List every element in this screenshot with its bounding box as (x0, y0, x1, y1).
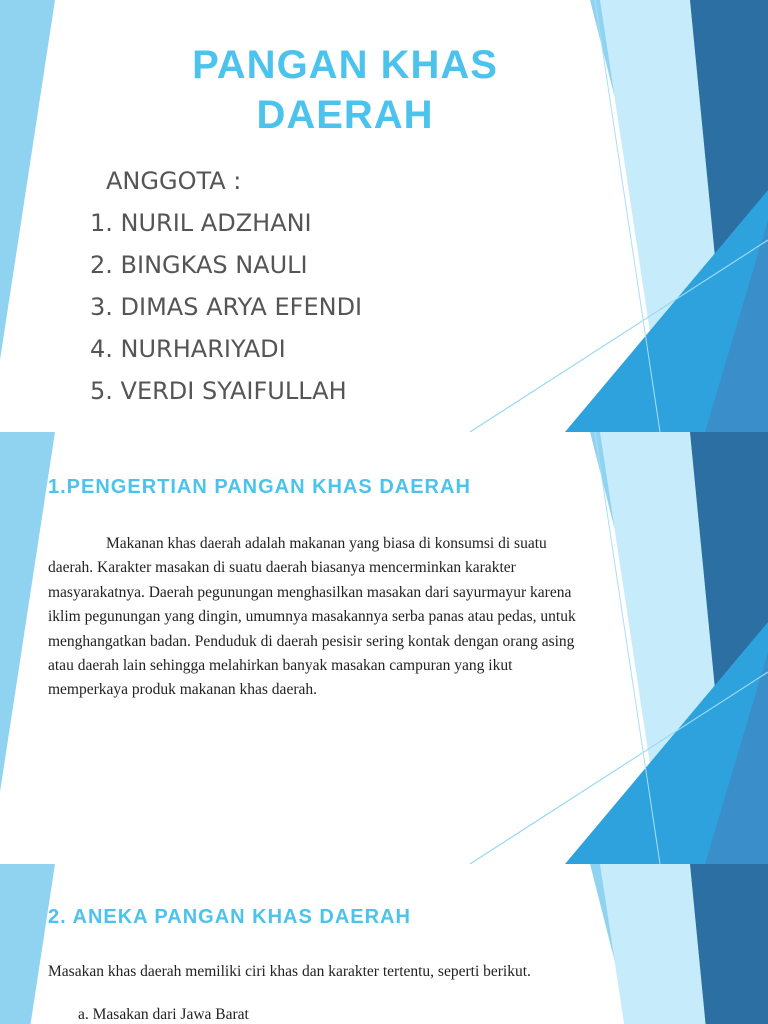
definition-paragraph (48, 532, 588, 703)
slide-definition (0, 432, 768, 864)
variety-item: a. Masakan dari Jawa Barat (78, 1006, 249, 1023)
slide-title (0, 0, 768, 432)
members-list (90, 160, 362, 412)
member-item: 4. NURHARIYADI (90, 335, 286, 363)
slide-title-heading (0, 40, 690, 140)
slide-varieties (0, 864, 768, 1024)
member-item: 5. VERDI SYAIFULLAH (90, 377, 347, 405)
title-line-1: PANGAN KHAS (192, 43, 498, 87)
member-item: 1. NURIL ADZHANI (90, 209, 312, 237)
title-line-2: DAERAH (256, 93, 434, 137)
section-heading: 2. ANEKA PANGAN KHAS DAERAH (48, 906, 411, 928)
member-item: 3. DIMAS ARYA EFENDI (90, 293, 363, 321)
left-stripe (0, 864, 55, 1024)
members-heading: ANGGOTA : (106, 167, 242, 195)
left-stripe (0, 432, 55, 792)
section-heading: 1.PENGERTIAN PANGAN KHAS DAERAH (48, 476, 471, 498)
definition-text: Makanan khas daerah adalah makanan yang biasa di konsumsi di suatu daerah. Karakter masakan di suatu daerah biasanya mencerminkan karakter masyarakatnya. Daerah pegunungan menghasilkan masakan dari sayurmayur karena iklim pegunungan yang dingin, umumnya masakannya serba panas atau pedas, untuk menghangatkan badan. Penduduk di daerah pesisir sering kontak dengan orang asing atau daerah lain sehingga melahirkan banyak masakan campuran yang ikut memperkaya produk makanan khas daerah. (48, 535, 576, 699)
slide-decoration (0, 864, 768, 1024)
member-item: 2. BINGKAS NAULI (90, 251, 308, 279)
varieties-intro: Masakan khas daerah memiliki ciri khas dan karakter tertentu, seperti berikut. (48, 963, 531, 980)
